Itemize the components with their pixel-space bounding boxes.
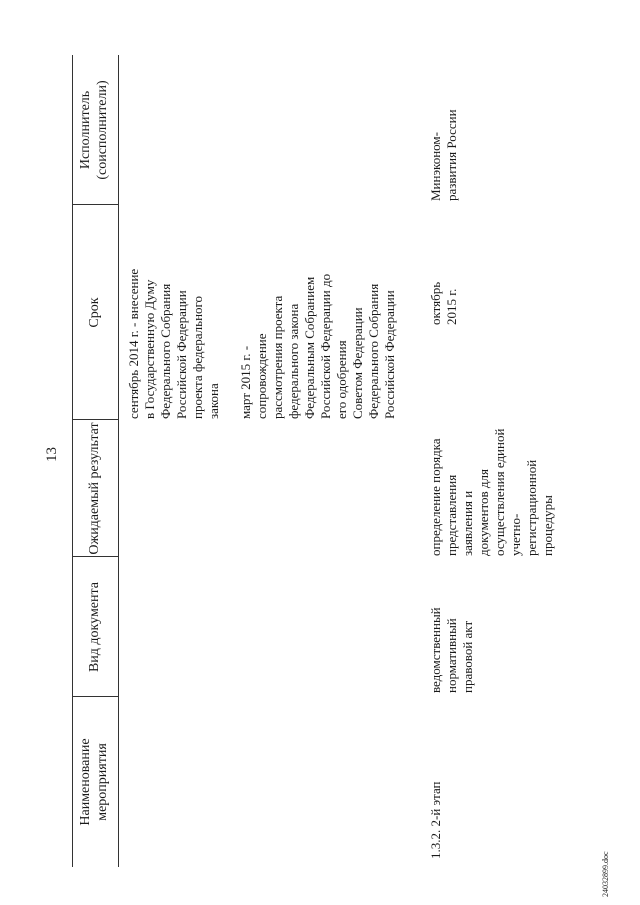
deadline-cell: октябрь 2015 г. [428,281,459,325]
deadline-cell: сентябрь 2014 г. - внесение в Государственную Думу Федерального Собрания Российской Федерации проекта федерального закона март 2015 г. - сопровождение рассмотрения проекта федерального закона Федеральным Собранием Российской Федерации до его одобрения Советом Федерации Федерального Собрания Российской Федерации [126,268,397,419]
result-cell: определение порядка представления заявления и документов для осуществления единой учетно- регистрационной процедуры [428,428,555,556]
column-divider [72,556,118,557]
name-cell: 1.3.2. 2-й этап [428,781,443,859]
column-divider [72,419,118,420]
header-deadline: Срок [87,297,102,328]
column-divider [72,204,118,205]
column-divider [72,696,118,697]
doc-type-cell: ведомственный нормативный правовой акт [428,607,475,693]
executor-cell: Минэконом- развития России [428,109,459,201]
header-result: Ожидаемый результат [87,422,102,555]
page-number: 13 [44,447,60,462]
table-header-border [118,55,119,867]
header-executor: Исполнитель (соисполнители) [78,80,110,180]
header-name: Наименование мероприятия [78,738,110,826]
table-top-border [72,55,73,867]
header-doc-type: Вид документа [87,581,102,673]
document-id: 24032899.doc [601,851,610,897]
